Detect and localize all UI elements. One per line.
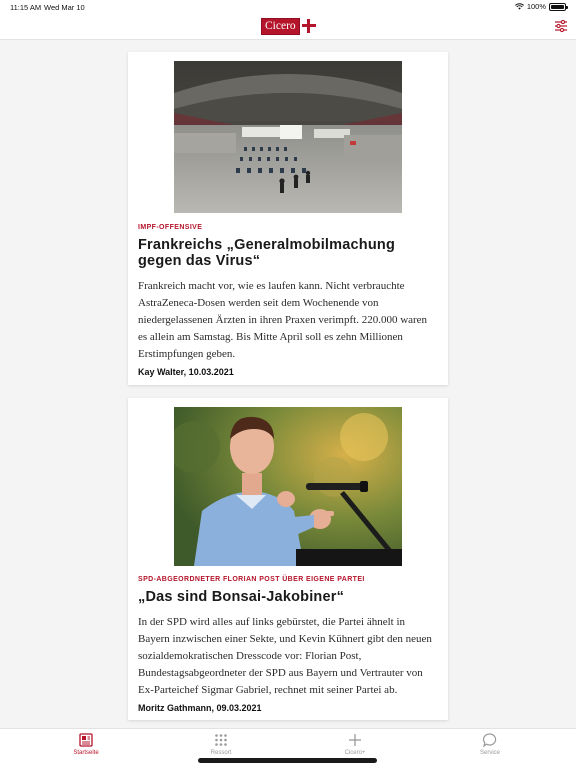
status-right [515, 2, 566, 11]
article-card[interactable] [128, 52, 448, 385]
article-teaser: Frankreich macht vor, wie es laufen kann. Nicht verbrauchte AstraZeneca-Dosen werden seit dem Wochenende von niedergelassenen Ärzten in ihren Praxen verimpft. 220.000 waren es allein am Samstag. Bis Mitte April soll es zehn Millionen Erstimpfungen geben. [138, 280, 428, 360]
chat-bubble-icon [482, 732, 498, 748]
article-card[interactable] [128, 398, 448, 720]
battery-icon [549, 3, 566, 11]
tab-label: Ressort [210, 750, 232, 756]
status-bar [0, 0, 576, 14]
status-time: 11:15 AM [10, 3, 42, 12]
speaker-photo [174, 407, 402, 566]
article-byline: Moritz Gathmann, 09.03.2021 [138, 703, 262, 713]
battery-percent: 100% [526, 2, 546, 11]
cicero-logo[interactable] [261, 18, 317, 34]
article-kicker: IMPF-OFFENSIVE [138, 224, 203, 231]
article-teaser: In der SPD wird alles auf links gebürstet, die Partei ähnelt in Bayern inzwischen einer Sekte, und Kevin Kühnert gibt den neuen sozialdemokratischen Dresscode vor: Florian Post, Bundestagsabgeordneter der SPD aus Bayern und Vertrauter von Ex-Parteichef Sigmar Gabriel, rechnet mit seiner Partei ab. [138, 616, 432, 696]
article-byline: Kay Walter, 10.03.2021 [138, 367, 234, 377]
newspaper-icon [78, 732, 94, 748]
tab-service[interactable] [450, 732, 530, 762]
article-feed[interactable] [0, 40, 576, 728]
status-date: Wed Mar 10 [44, 3, 85, 12]
article-headline[interactable]: Frankreichs „Generalmobilmachung gegen das Virus“ [138, 237, 395, 269]
tab-label: Startseite [73, 750, 99, 756]
plus-icon [347, 732, 363, 748]
article-kicker: SPD-ABGEORDNETER FLORIAN POST ÜBER EIGENE PARTEI [138, 576, 365, 583]
article-headline[interactable]: „Das sind Bonsai-Jakobiner“ [138, 589, 345, 605]
wifi-icon [515, 3, 524, 10]
tab-startseite[interactable] [46, 732, 126, 762]
home-indicator[interactable] [198, 758, 377, 763]
grid-icon [213, 732, 229, 748]
article-image-vaccination-center[interactable] [174, 61, 402, 213]
logo-wordmark: Cicero [261, 18, 300, 35]
article-body [138, 223, 436, 378]
tab-label: Cicero+ [344, 750, 366, 756]
sliders-icon[interactable] [554, 19, 568, 33]
logo-plus-icon [301, 18, 317, 34]
article-image-speaker[interactable] [174, 407, 402, 566]
app-header [0, 14, 576, 40]
article-body [138, 575, 436, 714]
vaccination-hall-photo [174, 61, 402, 213]
tab-label: Service [479, 750, 500, 756]
